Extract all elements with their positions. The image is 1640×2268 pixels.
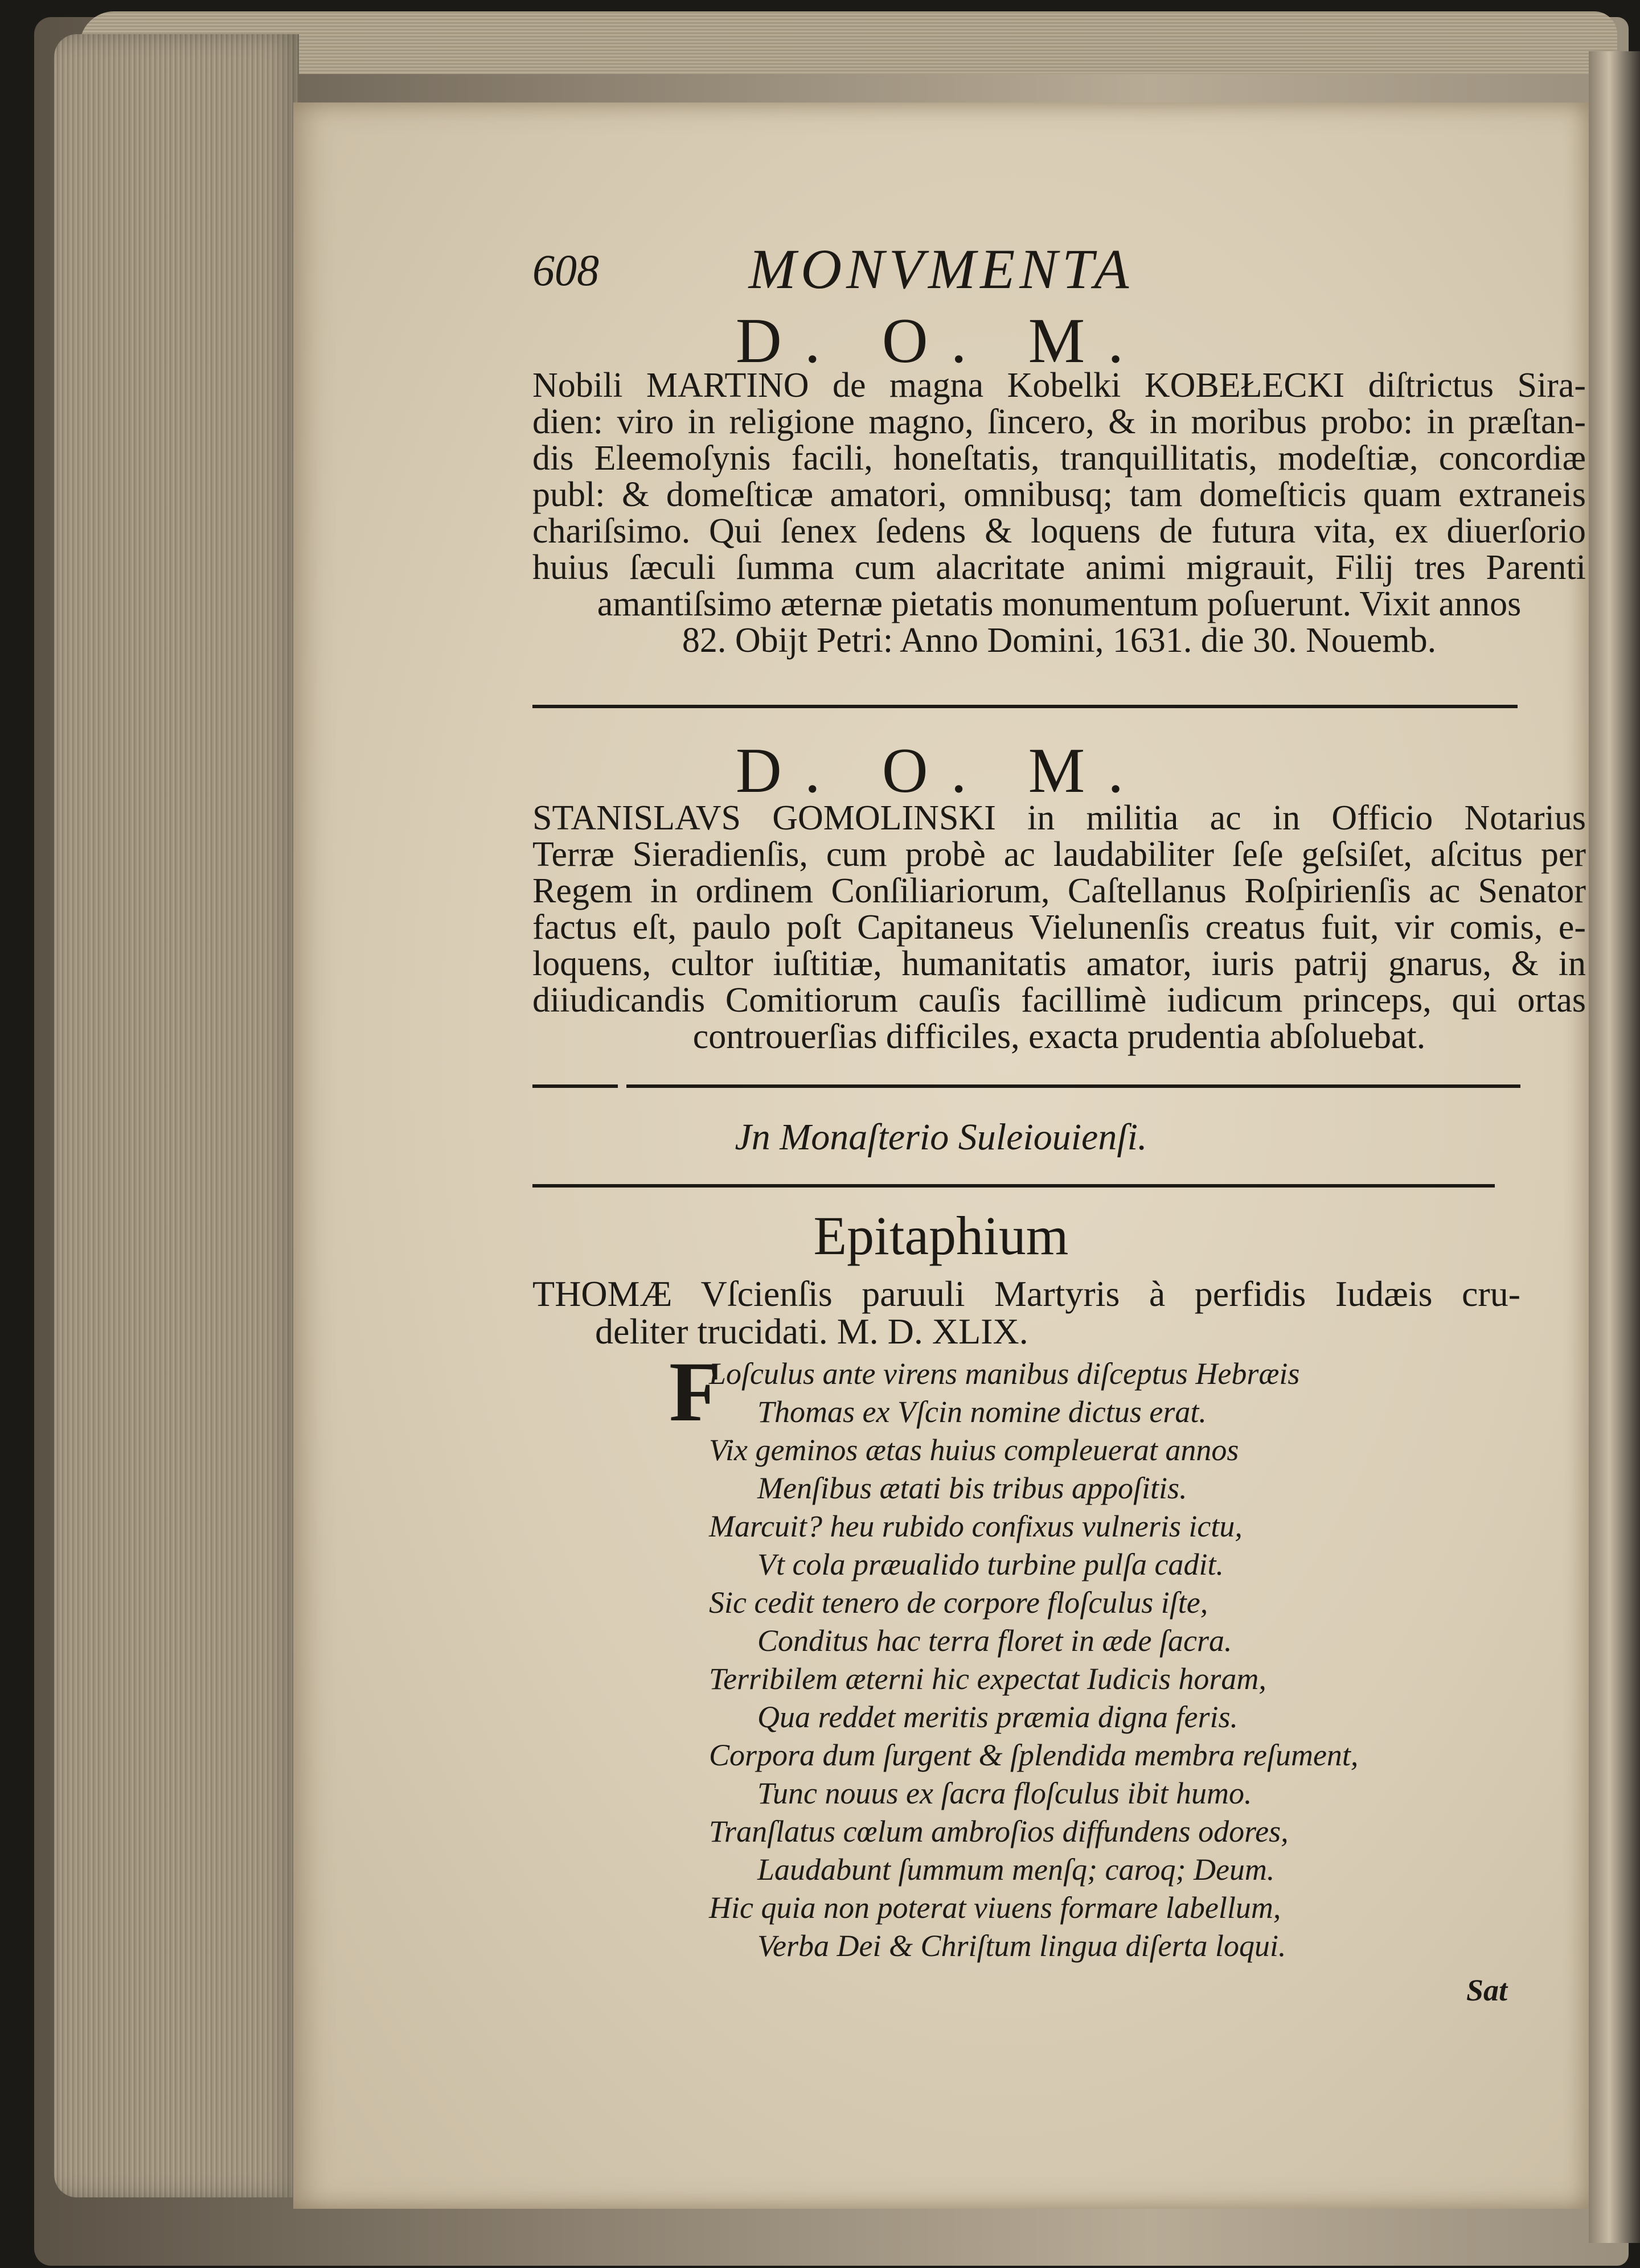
verse-line: Vt cola præualido turbine pulſa cadit.: [757, 1547, 1224, 1581]
verse-line: Vix geminos ætas huius compleuerat annos: [709, 1433, 1239, 1467]
verse-line: Laudabunt ſummum menſq; caroq; Deum.: [757, 1852, 1275, 1887]
divider-rule: [532, 1184, 1495, 1188]
entry2-line: Terræ Sieradienſis, cum probè ac laudabiliter ſeſe geſsiſet, aſcitus per: [532, 835, 1586, 874]
entry2-line: STANISLAVS GOMOLINSKI in militia ac in Officio Notarius: [532, 799, 1586, 837]
entry1-line: 82. Obijt Petri: Anno Domini, 1631. die 30. Nouemb.: [682, 621, 1437, 660]
entry1-line: dis Eleemoſynis facili, honeſtatis, tranquillitatis, modeſtiæ, concordiæ: [532, 439, 1586, 478]
verse-line: Verba Dei & Chriſtum lingua diſerta loqui.: [757, 1929, 1286, 1963]
entry2-inscription: [532, 800, 1586, 1055]
epitaph-verses: [709, 1355, 1358, 1965]
verse-line: Hic quia non poterat viuens formare labellum,: [709, 1891, 1281, 1925]
facing-page-edge: [1589, 51, 1640, 2243]
epitaph-title: Epitaphium: [813, 1205, 1069, 1266]
printed-page: [293, 102, 1589, 2209]
entry1-line: Nobili MARTINO de magna Kobelki KOBEŁECKI diſtrictus Sira-: [532, 366, 1586, 405]
catchword: Sat: [1466, 1973, 1508, 2007]
entry1-line: dien: viro in religione magno, ſincero, & in moribus probo: in præſtan-: [532, 402, 1586, 441]
book-fore-edge: [54, 34, 299, 2197]
verse-line: Corpora dum ſurgent & ſplendida membra reſument,: [709, 1738, 1359, 1772]
entry1-line: huius ſæculi ſumma cum alacritate animi migrauit, Filij tres Parenti: [532, 548, 1586, 587]
verse-line: Conditus hac terra floret in æde ſacra.: [757, 1624, 1232, 1658]
verse-line: Marcuit? heu rubido confixus vulneris ictu,: [709, 1509, 1243, 1543]
entry2-line: factus eſt, paulo poſt Capitaneus Vielunenſis creatus fuit, vir comis, e-: [532, 908, 1586, 947]
entry2-line: loquens, cultor iuſtitiæ, humanitatis amator, iuris patrij gnarus, & in: [532, 944, 1586, 983]
entry1-line: amantiſsimo æternæ pietatis monumentum poſuerunt. Vixit annos: [597, 585, 1522, 623]
verse-line: Menſibus ætati bis tribus appoſitis.: [757, 1471, 1187, 1505]
entry1-line: publ: & domeſticæ amatori, omnibusq; tam domeſticis quam extraneis: [532, 475, 1586, 514]
verse-line: Tunc nouus ex ſacra floſculus ibit humo.: [757, 1776, 1252, 1810]
entry2-heading: D. O. M.: [735, 736, 1147, 806]
entry2-line: diiudicandis Comitiorum cauſis facillimè iudicum princeps, qui ortas: [532, 981, 1586, 1020]
verse-line: Sic cedit tenero de corpore floſculus iſte,: [709, 1585, 1208, 1620]
verse-line: Thomas ex Vſcin nomine dictus erat.: [757, 1395, 1207, 1429]
entry1-inscription: [532, 367, 1586, 659]
epitaph-intro-line: THOMÆ Vſcienſis paruuli Martyris à perfidis Iudæis cru-: [532, 1273, 1520, 1314]
epitaph-intro-line: deliter trucidati. M. D. XLIX.: [595, 1311, 1028, 1351]
drop-cap: F: [669, 1345, 721, 1439]
verse-line: Loſculus ante virens manibus diſceptus Hebræis: [709, 1357, 1300, 1391]
verse-line: Qua reddet meritis præmia digna feris.: [757, 1700, 1238, 1734]
divider-rule: [626, 1084, 1520, 1088]
divider-rule: [532, 705, 1518, 708]
page-number: 608: [532, 245, 599, 295]
epitaph-intro: [532, 1275, 1520, 1350]
entry2-line: Regem in ordinem Conſiliariorum, Caſtellanus Roſpirienſis ac Senator: [532, 872, 1586, 910]
book-top-edge: [80, 11, 1617, 74]
entry1-heading: D. O. M.: [735, 306, 1147, 376]
divider-rule: [532, 1084, 618, 1088]
section-location: Jn Monaſterio Suleiouienſi.: [735, 1116, 1147, 1158]
entry1-line: chariſsimo. Qui ſenex ſedens & loquens de futura vita, ex diuerſorio: [532, 512, 1586, 550]
entry2-line: controuerſias difficiles, exacta prudentia abſoluebat.: [692, 1017, 1426, 1056]
verse-line: Tranſlatus cœlum ambroſios diffundens odores,: [709, 1814, 1289, 1848]
running-head: MONVMENTA: [748, 237, 1134, 301]
verse-line: Terribilem æterni hic expectat Iudicis horam,: [709, 1662, 1266, 1696]
